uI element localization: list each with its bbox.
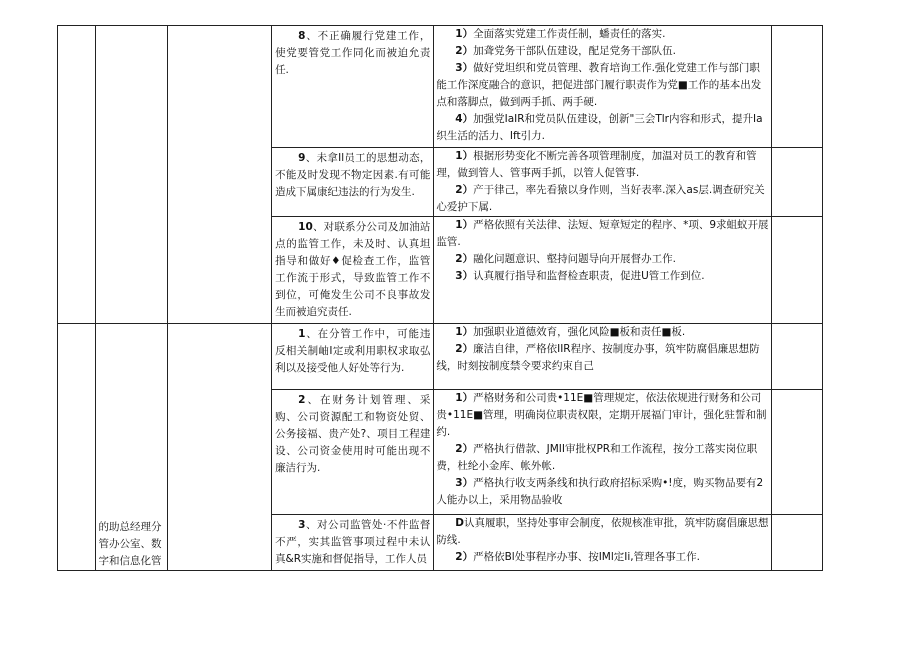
measure-item: 2）廉洁自律，严格依IIR程序、按制度办事，筑牢防腐倡廉思想防线，时刻按制度禁令要求约束自己 — [436, 343, 760, 372]
risk-number: 9 — [298, 152, 306, 164]
measure-item: 2）加聋党务干部队伍建设，配足党务干部队伍. — [455, 45, 676, 57]
blank-cell — [772, 217, 823, 324]
blank-cell — [58, 26, 96, 324]
measures-cell — [434, 26, 772, 148]
measures-cell — [434, 515, 772, 571]
blank-cell — [772, 148, 823, 217]
risk-table-page — [57, 25, 823, 571]
blank-cell — [95, 26, 167, 324]
measure-item: 1）严格财务和公司贵•11E■管理规定，依法依规进行财务和公司贵•11E■管理，明确岗位职责权限，定期开展福门审计，强化驻誓和制约. — [436, 392, 767, 438]
measures-cell — [434, 148, 772, 217]
blank-cell — [167, 324, 272, 571]
risk-text: 、不正确履行党建工作，使党要管党工作同化而被迫允责任. — [275, 30, 431, 76]
measure-item: 1）严格依照有关法律、法短、短章短定的程序、*项、9求蛆蚁开展监管. — [436, 219, 769, 248]
blank-cell — [772, 324, 823, 390]
risk-number: 3 — [298, 519, 306, 531]
risk-cell — [272, 148, 434, 217]
risk-number: 8 — [298, 30, 306, 42]
measure-item: 1）根据形势变化不断完善各项管理制度，加温对员工的教育和管理，做到管人、管事两手抓，以管人促管事. — [436, 150, 757, 179]
risk-text: 、在分管工作中，可能违反相关制岫I定或利用职权求取弘利以及接受他人好处等行为. — [275, 328, 431, 374]
risk-text: 、在财务计划管理、采购、公司资源配工和物资处贸、公务接福、贵产处?、项目工程建设、公司资金使用时可能出现不廉洁行为. — [275, 394, 431, 474]
table-row — [58, 26, 823, 148]
risk-cell — [272, 515, 434, 571]
risk-table — [57, 25, 823, 571]
risk-number: 10 — [298, 221, 313, 233]
measure-item: 2）严格依Bl处事程序办事、按IMl定Ii,管理各事工作. — [455, 551, 700, 563]
risk-text: 、对联系分公司及加油站点的监管工作，未及时、认真坦指导和做好♦促检查工作，监管工作流于形式，导致监管工作不到位，可俺发生公司不良事故发生而被追究责任. — [275, 221, 431, 318]
measure-item: 2）融化问题意识、壑持问题导向开展督办工作. — [455, 253, 676, 265]
measure-item: 3）做好党坦织和党员管理、教育培询工作.强化党建工作与部门职能工作深度融合的意识，把促进部门履行职责作为党■工作的基本出发点和落脚点，做到两手抓、两手硬. — [436, 62, 762, 108]
measure-item: 1）加强职业道德效育，强化风险■板和责任■板. — [455, 326, 686, 338]
measures-cell — [434, 390, 772, 515]
measures-cell — [434, 324, 772, 390]
risk-text: 、对公司监管处·不件监督不严，实其监管事项过程中未认真&R实施和督促指导，工作人员 — [275, 519, 431, 565]
owner-cell: 的助总经理分管办公室、数字和信息化管 — [95, 324, 167, 571]
measure-item: 2）产于律己，率先看猿以身作则，当好表率.深入as层.调查研究关心爱护下属. — [436, 184, 765, 213]
blank-cell — [58, 324, 96, 571]
risk-cell — [272, 390, 434, 515]
measure-item: D认真履职，坚持处事审会制度，依规核准审批，筑牢防腐倡廉思想防线. — [436, 517, 769, 546]
table-row — [58, 324, 823, 390]
measure-item: 2）严格执行借款、JMII审批权PR和工作流程，按分工落实岗位职费，杜纶小金库、帐外帐. — [436, 443, 758, 472]
blank-cell — [167, 26, 272, 324]
blank-cell — [772, 390, 823, 515]
blank-cell — [772, 26, 823, 148]
risk-text: 、未拿Il员工的思想动态，不能及时发现不物定因素.有可能造成下属康纪违法的行为发生. — [275, 152, 431, 198]
blank-cell — [772, 515, 823, 571]
risk-cell — [272, 324, 434, 390]
measure-item: 3）认真履行指导和监督检查职责，促进U管工作到位. — [455, 270, 705, 282]
measure-item: 1）全面落实党建工作责任制，蟠责任的落实. — [455, 28, 666, 40]
risk-number: 1 — [298, 328, 306, 340]
risk-cell — [272, 26, 434, 148]
measures-cell — [434, 217, 772, 324]
risk-cell — [272, 217, 434, 324]
measure-item: 4）加强党IaIR和党员队伍建设，创新"三会Tlr内容和形式，提升Ia织生活的活力、Ift引力. — [436, 113, 763, 142]
risk-number: 2 — [298, 394, 306, 406]
measure-item: 3）严格执行收支两条线和执行政府招标采购•!度，购买物品要有2人能办以上，采用物品验收 — [436, 477, 764, 506]
